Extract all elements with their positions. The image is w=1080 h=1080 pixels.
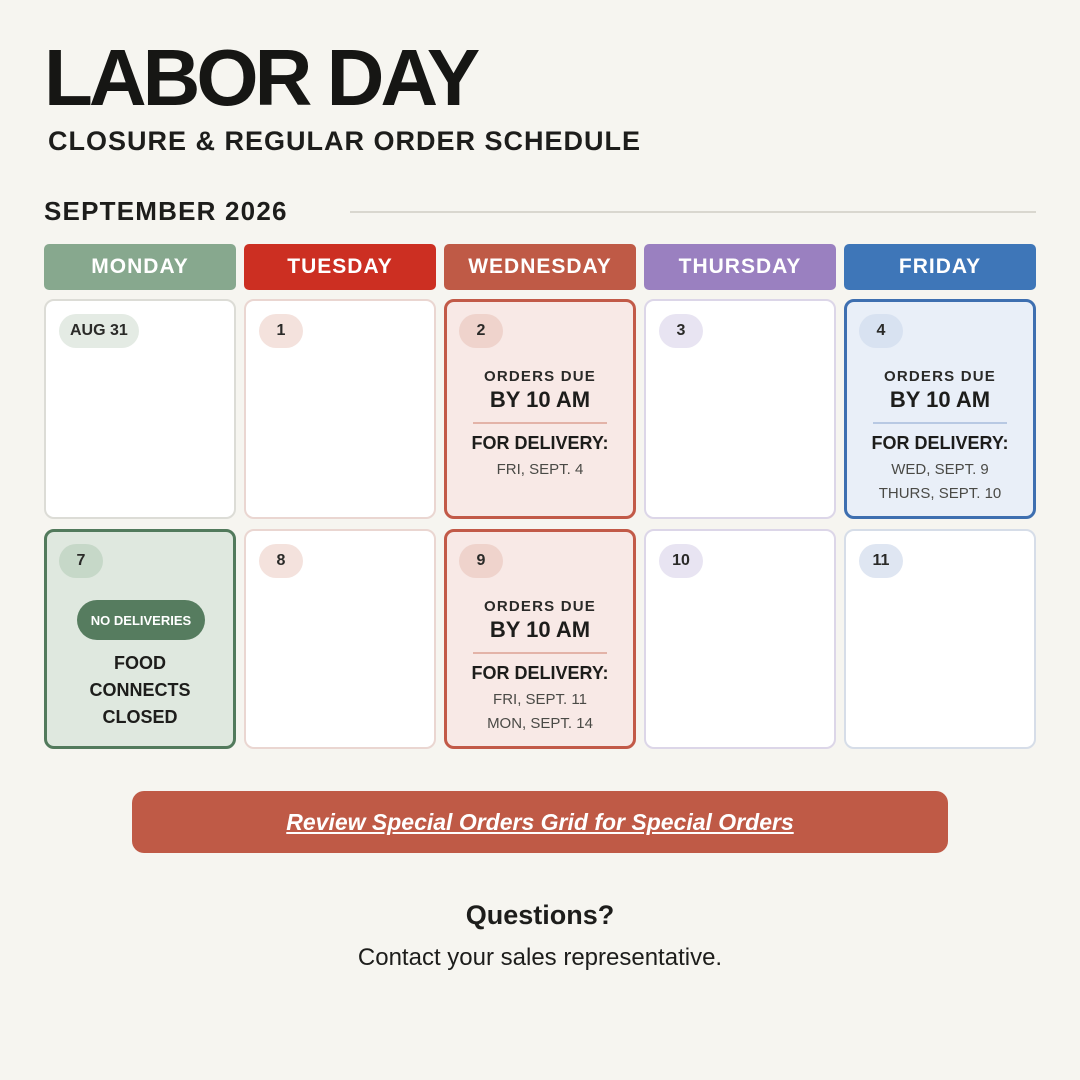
calendar-cell-sept-10	[644, 529, 836, 749]
order-deadline-block	[847, 368, 1033, 502]
closure-line: CLOSED	[102, 707, 178, 727]
page-title: LABOR DAY	[44, 33, 477, 122]
calendar-cell-sept-9	[444, 529, 636, 749]
calendar-cell-sept-1	[244, 299, 436, 519]
day-header-monday: MONDAY	[44, 244, 236, 290]
order-deadline-time: BY 10 AM	[889, 387, 991, 412]
for-delivery-label: FOR DELIVERY:	[871, 433, 1009, 453]
delivery-date: FRI, SEPT. 4	[496, 461, 584, 478]
date-badge: 1	[259, 314, 303, 348]
order-deadline-time: BY 10 AM	[489, 387, 591, 412]
month-label: SEPTEMBER 2026	[44, 196, 288, 226]
delivery-date: FRI, SEPT. 11	[493, 691, 587, 708]
date-badge: 4	[859, 314, 903, 348]
closure-line: CONNECTS	[89, 680, 191, 700]
special-orders-link-button[interactable]: Review Special Orders Grid for Special Orders	[132, 791, 948, 853]
divider	[473, 422, 607, 424]
closure-line: FOOD	[114, 653, 166, 673]
order-deadline-block	[447, 598, 633, 732]
orders-due-label: ORDERS DUE	[483, 368, 596, 385]
calendar-cell-sept-8	[244, 529, 436, 749]
no-deliveries-badge: NO DELIVERIES	[77, 600, 205, 640]
date-badge: 3	[659, 314, 703, 348]
date-badge: 7	[59, 544, 103, 578]
divider	[873, 422, 1007, 424]
order-deadline-block	[447, 368, 633, 478]
calendar-cell-sept-3	[644, 299, 836, 519]
date-badge: 11	[859, 544, 903, 578]
date-badge: AUG 31	[59, 314, 139, 348]
order-deadline-time: BY 10 AM	[489, 617, 591, 642]
date-badge: 8	[259, 544, 303, 578]
for-delivery-label: FOR DELIVERY:	[471, 663, 609, 683]
calendar-cell-sept-4	[844, 299, 1036, 519]
calendar-cell-aug-31	[44, 299, 236, 519]
orders-due-label: ORDERS DUE	[483, 598, 596, 615]
date-badge: 10	[659, 544, 703, 578]
day-header-wednesday: WEDNESDAY	[444, 244, 636, 290]
calendar-cell-sept-7	[44, 529, 236, 749]
delivery-date: THURS, SEPT. 10	[878, 485, 1002, 502]
divider	[473, 652, 607, 654]
closure-notice	[47, 650, 233, 731]
day-header-tuesday: TUESDAY	[244, 244, 436, 290]
questions-heading: Questions?	[465, 900, 615, 930]
calendar-cell-sept-11	[844, 529, 1036, 749]
month-divider	[350, 211, 1036, 213]
orders-due-label: ORDERS DUE	[883, 368, 996, 385]
delivery-date: WED, SEPT. 9	[891, 461, 989, 478]
calendar-cell-sept-2	[444, 299, 636, 519]
date-badge: 2	[459, 314, 503, 348]
day-header-thursday: THURSDAY	[644, 244, 836, 290]
for-delivery-label: FOR DELIVERY:	[471, 433, 609, 453]
contact-text: Contact your sales representative.	[357, 944, 723, 971]
page-subtitle: CLOSURE & REGULAR ORDER SCHEDULE	[48, 126, 642, 156]
date-badge: 9	[459, 544, 503, 578]
day-header-friday: FRIDAY	[844, 244, 1036, 290]
delivery-date: MON, SEPT. 14	[487, 715, 593, 732]
